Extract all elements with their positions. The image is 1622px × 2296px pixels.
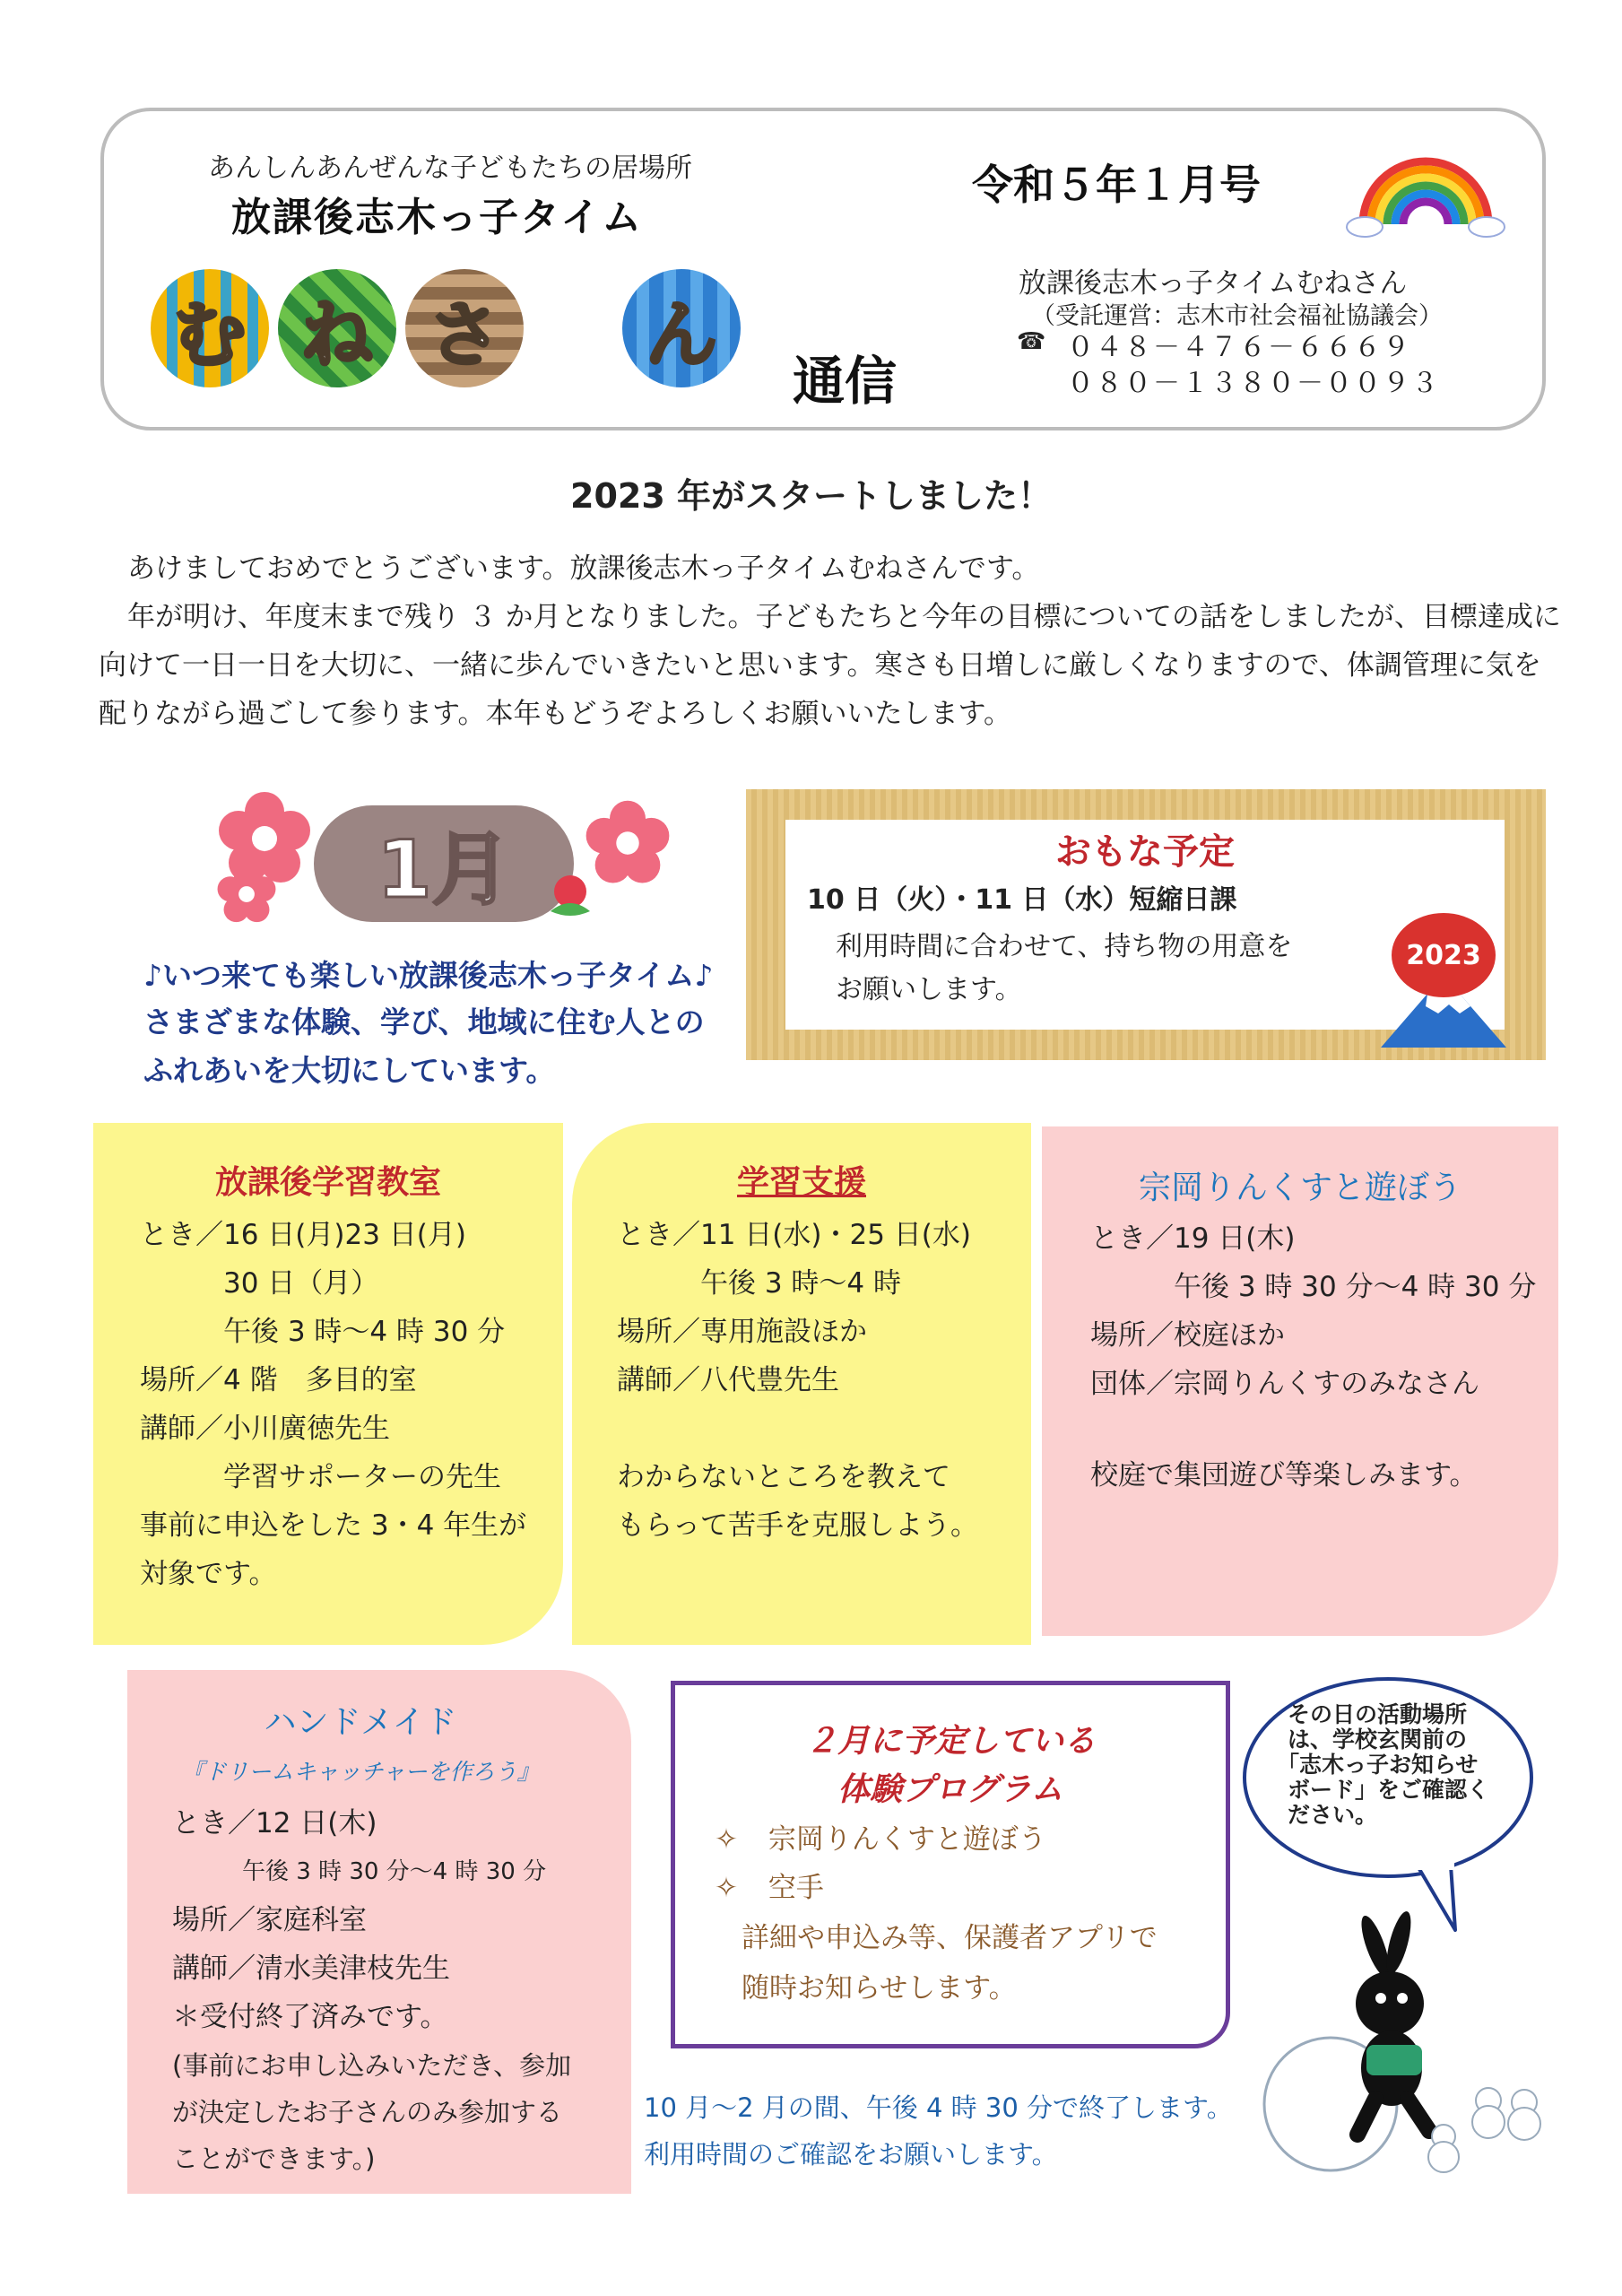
handmade-card <box>127 1670 631 2194</box>
study-support-line: 場所／専用施設ほか <box>617 1316 867 1348</box>
study-class-line: 午後 3 時～4 時 30 分 <box>140 1316 506 1348</box>
handmade-line: ＊受付終了済みです。 <box>172 2001 448 2033</box>
schedule-line: 10 日（火）・11 日（水）短縮日課 <box>807 884 1237 916</box>
logo-char: ね <box>301 292 373 377</box>
intro-line: 年が明け、年度末まで残り ３ か月となりました。子どもたちと今年の目標についての話をしましたが、目標達成に <box>127 601 1561 633</box>
month-message-line: ふれあいを大切にしています。 <box>143 1053 556 1088</box>
closing-line: 利用時間のご確認をお願いします。 <box>644 2139 1058 2170</box>
rinkusu-line: とき／19 日(木) <box>1090 1222 1296 1255</box>
february-item-label: 宗岡りんくすと遊ぼう <box>768 1823 1046 1856</box>
logo-suffix: 通信 <box>793 351 898 412</box>
phone-number-1: ０４８－４７６－６６６９ <box>1067 332 1411 363</box>
february-title: 体験プログラム <box>837 1771 1063 1808</box>
study-support-line: 講師／八代豊先生 <box>617 1364 839 1396</box>
handmade-line: (事前にお申し込みいただき、参加 <box>172 2050 572 2081</box>
handmade-subtitle: 『ドリームキャッチャーを作ろう』 <box>181 1759 540 1785</box>
closing-line: 10 月～2 月の間、午後 4 時 30 分で終了します。 <box>644 2092 1233 2123</box>
rinkusu-line: 団体／宗岡りんくすのみなさん <box>1090 1368 1479 1400</box>
handmade-line: 午後 3 時 30 分～4 時 30 分 <box>172 1858 547 1885</box>
february-note: 詳細や申込み等、保護者アプリで <box>742 1922 1158 1954</box>
intro-line: あけましておめでとうございます。放課後志木っ子タイムむねさんです。 <box>127 552 1040 585</box>
study-support-line: とき／11 日(水)・25 日(水) <box>617 1219 971 1251</box>
rabbit-mascot-snowball-illustration <box>1241 1910 1555 2179</box>
org-operator: （受託運営：志木市社会福祉協議会） <box>1031 302 1443 330</box>
study-class-line: とき／16 日(月)23 日(月) <box>140 1219 466 1251</box>
study-support-line: もらって苦手を克服しよう。 <box>617 1509 978 1542</box>
month-message-line: さまざまな体験、学び、地域に住む人との <box>143 1004 705 1039</box>
february-note: 随時お知らせします。 <box>742 1972 1017 2005</box>
schedule-line: お願いします。 <box>836 974 1022 1005</box>
sparkle-icon: ✧ <box>715 1823 738 1856</box>
speech-line: 「志木っ子お知らせ <box>1277 1752 1479 1778</box>
february-item <box>715 1865 824 1905</box>
schedule-line: 利用時間に合わせて、持ち物の用意を <box>836 931 1293 962</box>
speech-line: ボード」をご確認く <box>1288 1777 1490 1803</box>
intro-line: 配りながら過ごして参ります。本年もどうぞよろしくお願いいたします。 <box>99 698 1012 730</box>
month-label: 1月 <box>377 823 511 916</box>
org-name: 放課後志木っ子タイムむねさん <box>1019 267 1408 300</box>
logo-char: さ <box>429 292 500 377</box>
handmade-line: 講師／清水美津枝先生 <box>172 1952 450 1985</box>
speech-line: ださい。 <box>1288 1802 1378 1828</box>
issue-label: 令和５年１月号 <box>972 161 1261 209</box>
rainbow-icon <box>1345 139 1506 238</box>
rinkusu-line: 午後 3 時 30 分～4 時 30 分 <box>1090 1271 1537 1303</box>
month-badge <box>314 805 574 922</box>
phone-number-2: ０８０－１３８０－００９３ <box>1067 368 1440 399</box>
header-tagline: あんしんあんぜんな子どもたちの居場所 <box>208 152 692 184</box>
handmade-title: ハンドメイド <box>264 1704 457 1741</box>
rinkusu-line: 校庭で集団遊び等楽しみます。 <box>1090 1459 1478 1492</box>
year-badge <box>1392 913 1496 997</box>
february-title: ２月に予定している <box>804 1723 1096 1760</box>
february-card <box>671 1681 1230 2048</box>
plum-blossom-icon <box>215 863 278 926</box>
february-item-label: 空手 <box>768 1872 824 1904</box>
year-badge-label: 2023 <box>1406 939 1481 971</box>
study-class-line: 学習サポーターの先生 <box>140 1461 501 1493</box>
program-name: 放課後志木っ子タイム <box>231 195 644 240</box>
study-class-line: 30 日（月） <box>140 1267 379 1300</box>
schedule-title: おもな予定 <box>1055 831 1235 873</box>
study-support-line: わからないところを教えて <box>617 1461 950 1493</box>
study-support-title: 学習支援 <box>736 1164 866 1201</box>
handmade-line: 場所／家庭科室 <box>172 1904 367 1936</box>
phone-icon: ☎ <box>1017 328 1046 355</box>
study-support-line: 午後 3 時～4 時 <box>617 1267 902 1300</box>
intro-line: 向けて一日一日を大切に、一緒に歩んでいきたいと思います。寒さも日増しに厳しくなりますので、体調管理に気を <box>99 649 1541 682</box>
logo-circle-mu <box>151 269 269 387</box>
speech-line: その日の活動場所 <box>1288 1701 1468 1727</box>
plum-bud-icon <box>543 868 597 922</box>
sparkle-icon: ✧ <box>715 1872 738 1904</box>
study-support-card <box>572 1123 1031 1645</box>
study-class-line: 対象です。 <box>140 1558 277 1590</box>
intro-heading: 2023 年がスタートしました！ <box>570 476 1052 516</box>
logo-char: む <box>174 292 246 377</box>
study-class-line: 事前に申込をした 3・4 年生が <box>140 1509 527 1542</box>
rinkusu-title: 宗岡りんくすと遊ぼう <box>1138 1170 1462 1206</box>
rinkusu-line: 場所／校庭ほか <box>1090 1319 1285 1352</box>
logo-circle-n <box>622 269 741 387</box>
logo-char: ん <box>646 292 717 377</box>
february-item <box>715 1816 1046 1857</box>
study-class-line: 場所／4 階 多目的室 <box>140 1364 417 1396</box>
handmade-line: ことができます。) <box>172 2144 376 2174</box>
month-message-line: ♪いつ来ても楽しい放課後志木っ子タイム♪ <box>143 958 714 993</box>
study-class-title: 放課後学習教室 <box>214 1164 441 1201</box>
study-class-line: 講師／小川廣徳先生 <box>140 1413 390 1445</box>
study-class-card <box>93 1123 563 1645</box>
logo-circle-sa <box>405 269 524 387</box>
handmade-line: が決定したお子さんのみ参加する <box>172 2097 563 2127</box>
rinkusu-card <box>1042 1126 1558 1636</box>
handmade-line: とき／12 日(木) <box>172 1807 377 1839</box>
logo-circle-ne <box>278 269 396 387</box>
speech-line: は、学校玄関前の <box>1288 1726 1468 1752</box>
